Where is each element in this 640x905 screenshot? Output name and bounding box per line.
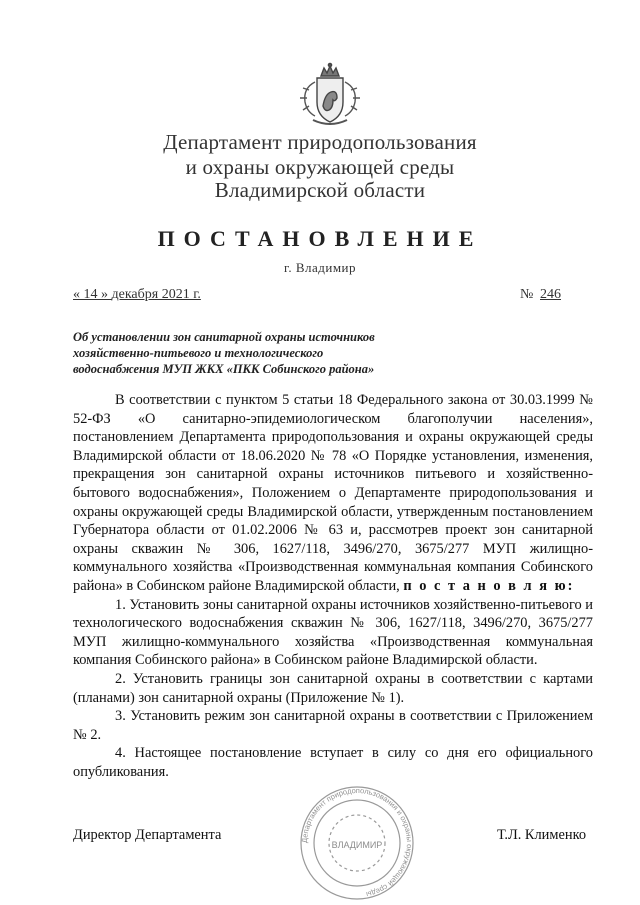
document-subject [73, 329, 413, 377]
document-number-label: № [520, 287, 534, 302]
document-date [73, 287, 201, 303]
department-name-line2: и охраны окружающей среды [185, 155, 455, 179]
signatory-position: Директор Департамента [73, 827, 222, 843]
document-number: 246 [540, 287, 561, 302]
issue-city: г. Владимир [283, 260, 357, 275]
department-name-line1: Департамент природопользования [163, 130, 477, 154]
coat-of-arms-icon [295, 62, 365, 130]
decree-item-3: 3. Установить режим зон санитарной охраны в соответствии с Приложением № 2. [73, 708, 593, 743]
date-open-quote: « [73, 287, 80, 302]
document-type-title: ПОСТАНОВЛЕНИЕ [157, 226, 483, 251]
date-day: 14 [83, 287, 98, 302]
date-month-year: декабря 2021 г. [111, 287, 201, 302]
preamble-text: В соответствии с пунктом 5 статьи 18 Федерального закона от 30.03.1999 № 52-ФЗ «О санитарно-эпидемиологическом благополучии населения», постановлением Департамента природопользования и охраны окружающей среды Владимирской области от 18.06.2020 № 78 «О Порядке установления, изменения, прекращения зон санитарной охраны источников питьевого и хозяйственно-бытового водоснабжения», Положением о Департаменте природопользования и охраны окружающей среды Владимирской области, утвержденным постановлением Губернатора области от 01.02.2006 № 63 и, рассмотрев проект зон санитарной охраны скважин № 306, 1627/118, 3496/270, 3675/277 МУП жилищно-коммунального хозяйства «Производственная коммунальная компания Собинского района» в Собинском районе Владимирской области, [73, 392, 593, 594]
decree-word: п о с т а н о в л я ю: [403, 577, 575, 594]
official-stamp-icon [292, 784, 422, 902]
subject-line: Об установлении зон санитарной охраны источников [73, 330, 375, 344]
subject-line: водоснабжения МУП ЖКХ «ПКК Собинского района» [73, 362, 375, 376]
decree-item-2: 2. Установить границы зон санитарной охраны в соответствии с картами (планами) зон санитарной охраны (Приложение № 1). [73, 670, 593, 706]
date-close-quote: » [101, 287, 108, 302]
subject-line: хозяйственно-питьевого и технологического [73, 346, 324, 360]
document-body [73, 391, 593, 781]
department-name-line3: Владимирской области [214, 178, 426, 202]
stamp-ring-text: Департамент природопользования и охраны окружающей среды [299, 785, 415, 900]
stamp-center-text: ВЛАДИМИР [331, 840, 383, 850]
signatory-name: Т.Л. Клименко [497, 827, 587, 843]
decree-item-1: 1. Установить зоны санитарной охраны источников хозяйственно-питьевого и технологического водоснабжения скважин № 306, 1627/118, 3496/270, 3675/277 МУП жилищно-коммунального хозяйства «Производственная коммунальная компания Собинского района» в Собинском районе Владимирской области. [73, 596, 593, 669]
preamble-paragraph [73, 391, 593, 596]
decree-item-4: 4. Настоящее постановление вступает в силу со дня его официального опубликования. [73, 745, 593, 780]
